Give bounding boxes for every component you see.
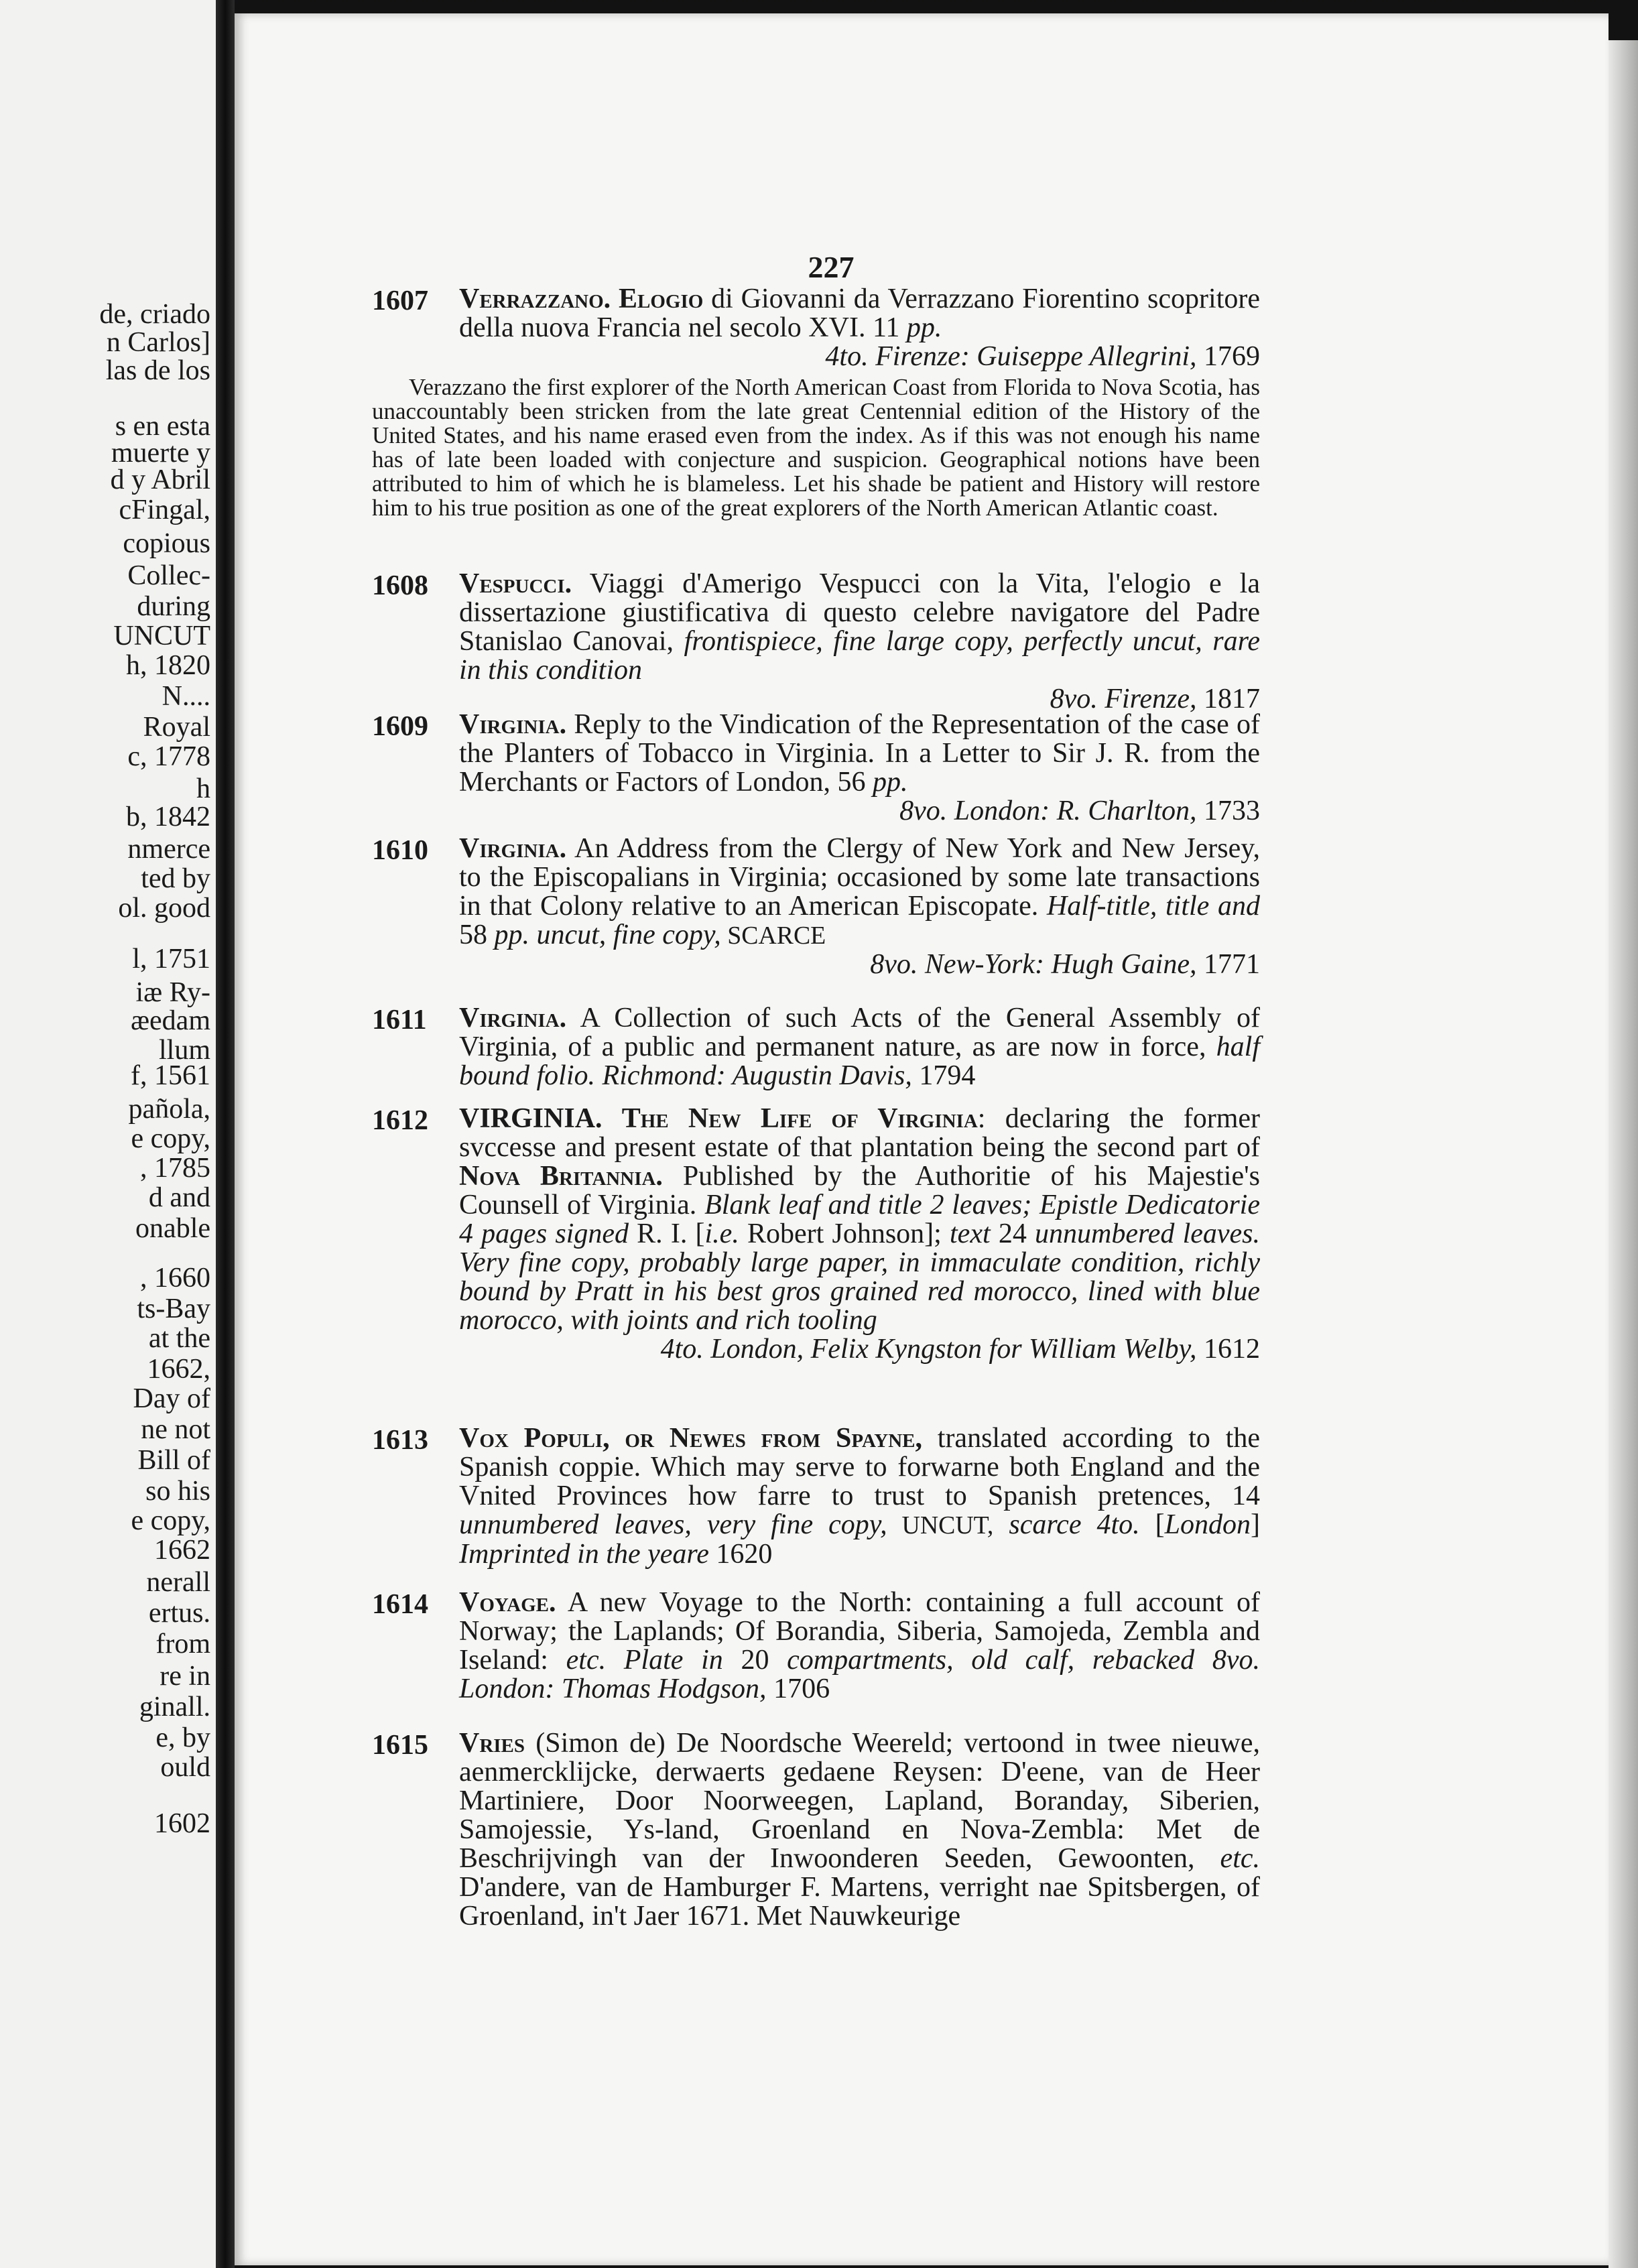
text-run: unnumbered leaves. Very fine copy, probably large paper, in immaculate condition, richly bound by Pratt in his best gros grained red morocco, lined with blue morocco, with joints and rich tooling: [459, 1218, 1261, 1336]
facing-page-text-fragment: e, by: [155, 1722, 210, 1753]
entry-text: [459, 1424, 1260, 1569]
book-gutter: [216, 0, 235, 2268]
facing-page-text-fragment: N....: [162, 681, 210, 712]
text-run: half bound: [459, 1031, 1260, 1091]
entry-1613: [372, 1424, 1260, 1569]
entry-text: [459, 1729, 1260, 1931]
entry-1610: [372, 834, 1260, 979]
text-run: 8vo.: [870, 949, 918, 980]
text-run: 1612: [1196, 1334, 1260, 1365]
facing-page-text-fragment: pañola,: [128, 1094, 210, 1125]
entry-description: [459, 1728, 1260, 1932]
entry-note: Verazzano the first explorer of the North American Coast from Florida to Nova Scotia, has unaccountably been stricken from the late great Centennial edition of the History of the United States, and his name erased even from the index. As if this was not enough his name has of late been loaded with conjecture and suspicion. Geographical notions have been attributed to him of which he is blameless. Let his shade be patient and History will restore him to his true position as one of the great explorers of the North American Atlantic coast.: [372, 374, 1260, 521]
text-run: SCARCE: [720, 922, 826, 950]
entry-imprint: [459, 342, 1260, 371]
facing-page-text-fragment: , 1785: [140, 1153, 210, 1184]
facing-page-text-fragment: 1602: [154, 1808, 210, 1839]
facing-page-text-fragment: ted by: [141, 863, 210, 894]
text-run: 1794: [911, 1060, 976, 1091]
lot-number: 1614: [372, 1589, 428, 1620]
facing-page-text-fragment: Collec-: [127, 560, 210, 591]
text-run: Viaggi d'Amerigo Vespucci con la Vita, l'elogio e la dissertazione giustificativa di questo celebre navigatore del Padre Stanislao Canovai,: [459, 568, 1260, 657]
facing-page-text-fragment: b, 1842: [126, 802, 210, 832]
text-run: An Address from the Clergy of New York and New Jersey, to the Episcopalians in Virginia; occasioned by some late transactions in that Colony relative to an American Episcopate.: [459, 833, 1261, 922]
facing-page-text-fragment: f, 1561: [131, 1060, 210, 1091]
text-run: scarce: [993, 1509, 1082, 1540]
entry-heading: Virginia.: [459, 1003, 567, 1033]
entry-description: [459, 568, 1260, 686]
entry-1609: [372, 710, 1260, 826]
text-run: pp.: [906, 312, 942, 343]
facing-page-text-fragment: h: [196, 773, 210, 804]
text-run: (Simon de) De Noordsche Weereld; vertoond in twee nieuwe, aenmercklijcke, derwaerts gedaene Reysen: D'eene, van de Heer Martiniere, Door Noorweegen, Lapland, Boranday, Siberien, Samojessie, Ys-land, Groenland en Nova-Zembla: Met de Beschrijvingh van der Inwoonderen Seeden, Gewoonten,: [459, 1728, 1261, 1874]
facing-page-text-fragment: at the: [148, 1323, 210, 1354]
text-run: 24: [990, 1218, 1035, 1249]
text-run: R. I. [: [629, 1218, 705, 1249]
page-number: 227: [808, 250, 855, 284]
text-run: 4to.: [825, 341, 869, 372]
facing-page-text-fragment: nerall: [146, 1567, 210, 1598]
text-run: Firenze,: [1097, 684, 1197, 714]
text-run: The New Life of Virginia: [621, 1103, 978, 1134]
lot-number: 1608: [372, 570, 428, 601]
facing-page-text-fragment: UNCUT: [113, 621, 210, 651]
facing-page-text-fragment: e copy,: [131, 1505, 210, 1536]
entry-1611: [372, 1004, 1260, 1090]
facing-page-text-fragment: æedam: [131, 1005, 210, 1036]
entry-heading: Vespucci.: [459, 568, 572, 599]
facing-page-text-fragment: during: [137, 591, 210, 622]
text-run: [1194, 1645, 1212, 1676]
text-run: London: [1164, 1509, 1251, 1540]
facing-page-text-fragment: d and: [148, 1182, 210, 1213]
text-run: pp. uncut, fine copy,: [494, 920, 721, 950]
facing-page-text-fragment: ertus.: [148, 1598, 210, 1629]
text-run: Elogio: [618, 284, 704, 314]
facing-page-text-fragment: ginall.: [139, 1692, 210, 1722]
text-run: 4to.: [660, 1334, 704, 1365]
facing-page-text-fragment: l, 1751: [132, 944, 210, 974]
entry-description: [459, 1103, 1260, 1336]
text-run: etc. Plate in: [566, 1645, 723, 1676]
text-run: : declaring the former svccesse and present estate of that plantation being the second part of: [459, 1103, 1261, 1163]
entry-heading: Verrazzano.: [459, 284, 611, 314]
text-run: unnumbered leaves, very fine copy,: [459, 1509, 887, 1540]
entry-text: [459, 1004, 1260, 1090]
facing-page-text-fragment: cFingal,: [119, 495, 210, 525]
entry-imprint: [459, 950, 1260, 979]
lot-number: 1615: [372, 1730, 428, 1761]
text-run: UNCUT,: [887, 1511, 994, 1539]
entry-description: [459, 1587, 1260, 1704]
text-run: D'andere, van de Hamburger F. Martens, verright nae Spitsbergen, of Groenland, in't Jaer 1671. Met Nauwkeurige: [459, 1872, 1260, 1932]
entry-heading: Vox Populi, or Newes from Spayne,: [459, 1423, 922, 1454]
facing-page-text-fragment: nmerce: [127, 834, 210, 865]
facing-page-text-fragment: , 1660: [140, 1263, 210, 1294]
text-run: 1771: [1196, 949, 1260, 980]
text-run: ]: [1251, 1509, 1261, 1540]
text-run: A Collection of such Acts of the General Assembly of Virginia, of a public and permanent nature, as are now in force,: [459, 1003, 1260, 1062]
entry-heading: Virginia.: [459, 833, 567, 864]
text-run: pp.: [873, 767, 908, 798]
text-run: A new Voyage to the North: containing a full account of Norway; the Laplands; Of Borandia, Siberia, Samojeda, Zembla and Iseland:: [459, 1587, 1260, 1676]
entry-heading: Voyage.: [459, 1587, 556, 1618]
entry-text: [459, 710, 1260, 797]
entry-1607: [372, 285, 1260, 520]
facing-page-text-fragment: las de los: [105, 355, 210, 386]
page-edge: [1609, 40, 1638, 2268]
facing-page-fragment: [0, 0, 216, 2268]
lot-number: 1612: [372, 1105, 428, 1136]
text-run: 8vo.: [1050, 684, 1098, 714]
text-run: [1081, 1509, 1096, 1540]
text-run: frontispiece, fine large copy, perfectly uncut, rare in this condition: [459, 626, 1260, 686]
text-run: Published by the Authoritie of his Majestie's Counsell of Virginia.: [459, 1161, 1260, 1220]
text-run: 1620: [708, 1539, 773, 1570]
text-run: di Giovanni da Verrazzano Fiorentino scopritore della nuova Francia nel secolo XVI. 11: [459, 284, 1260, 343]
text-run: translated according to the Spanish coppie. Which may serve to forwarne both England and the Vnited Provinces how farre to trust to Spanish pretences, 14: [459, 1423, 1260, 1511]
facing-page-text-fragment: iæ Ry-: [135, 977, 210, 1008]
entry-heading: Vries: [459, 1728, 525, 1759]
facing-page-text-fragment: ts-Bay: [137, 1294, 210, 1324]
entry-imprint: [459, 797, 1260, 826]
text-run: etc.: [1220, 1843, 1260, 1874]
text-run: [: [1139, 1509, 1165, 1540]
text-run: Nova Britannia.: [459, 1161, 663, 1192]
text-run: Blank leaf and title 2 leaves; Epistle Dedicatorie 4 pages signed: [459, 1190, 1260, 1249]
lot-number: 1609: [372, 711, 428, 742]
facing-page-text-fragment: onable: [135, 1213, 210, 1244]
entry-imprint: [459, 1335, 1260, 1364]
facing-page-text-fragment: re in: [160, 1661, 210, 1692]
facing-page-text-fragment: 1662: [154, 1535, 210, 1566]
entry-text: [459, 1588, 1260, 1704]
facing-page-text-fragment: Day of: [133, 1383, 210, 1414]
facing-page-text-fragment: copious: [123, 528, 210, 559]
text-run: text: [950, 1218, 991, 1249]
text-run: London: R. Charlton,: [947, 796, 1197, 826]
entry-1612: [372, 1105, 1260, 1364]
facing-page-text-fragment: h, 1820: [126, 650, 210, 681]
text-run: compartments, old calf, rebacked: [787, 1645, 1195, 1676]
entry-description: [459, 833, 1260, 950]
text-run: i.e.: [704, 1218, 739, 1249]
facing-page-text-fragment: muerte y: [111, 438, 210, 468]
lot-number: 1607: [372, 286, 428, 316]
facing-page-text-fragment: d y Abril: [110, 464, 210, 495]
text-run: 58: [459, 920, 495, 950]
text-run: Robert Johnson];: [739, 1218, 950, 1249]
entry-1615: [372, 1729, 1260, 1931]
facing-page-text-fragment: n Carlos]: [106, 327, 210, 358]
text-run: Reply to the Vindication of the Representation of the case of the Planters of Tobacco in Virginia. In a Letter to Sir J. R. from the Merchants or Factors of London, 56: [459, 709, 1260, 798]
lot-number: 1613: [372, 1425, 428, 1456]
facing-page-text-fragment: c, 1778: [127, 741, 210, 772]
facing-page-text-fragment: ol. good: [118, 893, 210, 924]
text-run: 8vo.: [899, 796, 948, 826]
entry-1614: [372, 1588, 1260, 1704]
entry-description: [459, 709, 1260, 798]
text-run: folio. Richmond: Augustin Davis,: [536, 1060, 912, 1091]
entry-heading: VIRGINIA.: [459, 1103, 603, 1134]
text-run: 20: [722, 1645, 788, 1676]
facing-page-text-fragment: e copy,: [131, 1123, 210, 1154]
entry-text: [459, 285, 1260, 342]
facing-page-text-fragment: from: [155, 1629, 210, 1659]
facing-page-text-fragment: de, criado: [99, 299, 210, 330]
text-run: 4to.: [1096, 1509, 1140, 1540]
text-run: Half-title, title and: [1046, 891, 1260, 922]
entry-1608: [372, 570, 1260, 714]
entry-heading: Virginia.: [459, 709, 567, 740]
facing-page-text-fragment: Bill of: [137, 1445, 210, 1476]
text-run: [529, 1060, 537, 1091]
facing-page-text-fragment: so his: [145, 1476, 210, 1507]
facing-page-text-fragment: s en esta: [115, 411, 210, 442]
facing-page-text-fragment: Royal: [143, 712, 210, 743]
entry-text: [459, 1105, 1260, 1335]
text-run: 1769: [1196, 341, 1260, 372]
entry-description: [459, 1003, 1260, 1091]
text-run: 8vo. London: Thomas Hodgson,: [459, 1645, 1261, 1704]
facing-page-text-fragment: 1662,: [147, 1354, 210, 1385]
lot-number: 1610: [372, 835, 428, 866]
text-run: Imprinted in the yeare: [459, 1539, 709, 1570]
text-run: 1817: [1196, 684, 1260, 714]
entry-text: [459, 834, 1260, 950]
lot-number: 1611: [372, 1005, 427, 1035]
facing-page-text-fragment: llum: [158, 1035, 210, 1066]
text-run: 1706: [766, 1674, 830, 1704]
text-run: Firenze: Guiseppe Allegrini,: [868, 341, 1197, 372]
facing-page-text-fragment: ne not: [141, 1414, 210, 1445]
entry-text: [459, 570, 1260, 685]
facing-page-text-fragment: ould: [160, 1752, 210, 1783]
text-run: 1733: [1196, 796, 1260, 826]
text-run: London, Felix Kyngston for William Welby,: [703, 1334, 1197, 1365]
text-run: New-York: Hugh Gaine,: [918, 949, 1197, 980]
